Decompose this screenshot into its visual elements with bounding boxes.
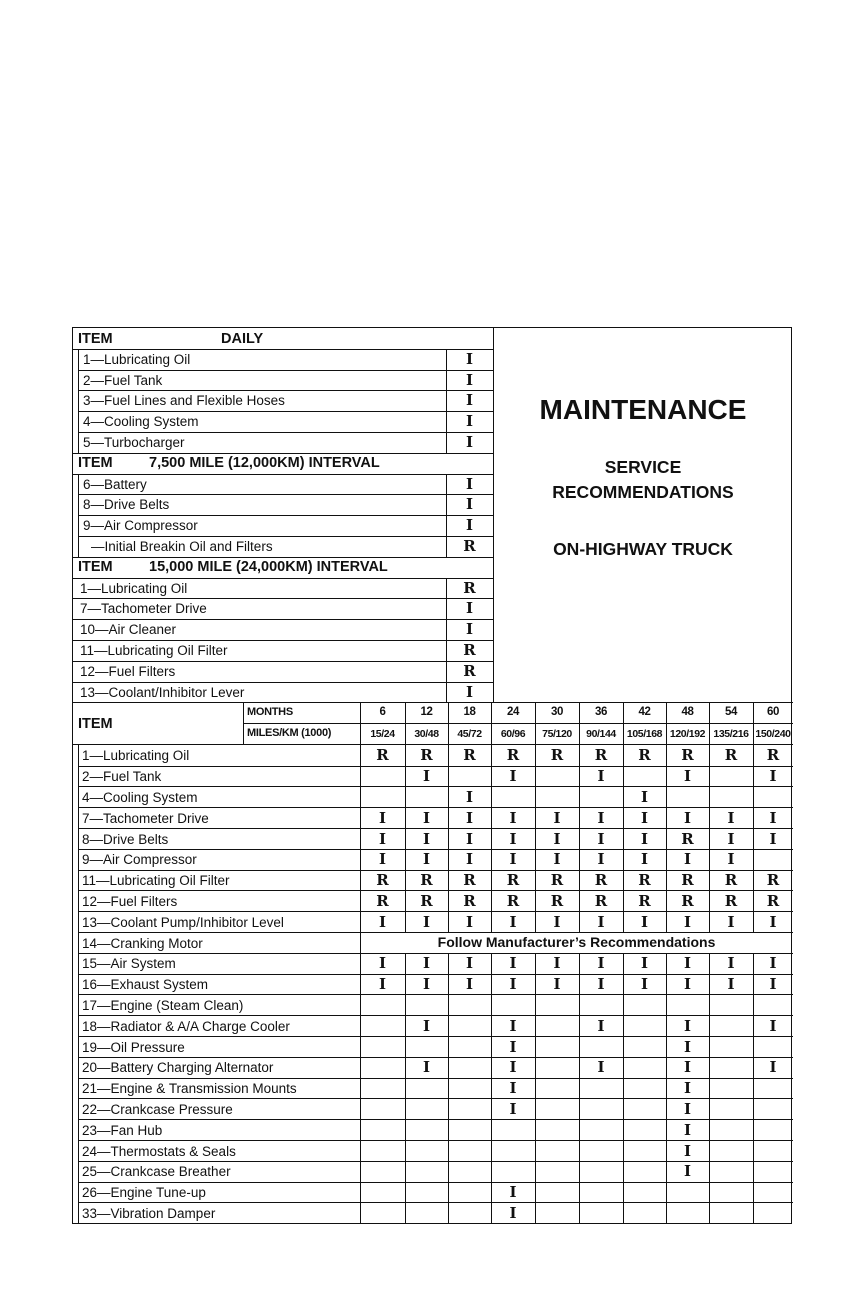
column-divider xyxy=(666,702,667,744)
schedule-mark: I xyxy=(378,954,387,973)
schedule-mark: I xyxy=(509,808,517,827)
schedule-mark: I xyxy=(640,954,649,973)
schedule-mark: R xyxy=(724,891,738,910)
title-recommendations: RECOMMENDATIONS xyxy=(552,482,734,502)
column-divider xyxy=(448,702,449,744)
schedule-mark: R xyxy=(420,891,433,910)
schedule-mark: R xyxy=(594,871,608,890)
schedule-row-label: 4—Cooling System xyxy=(82,789,198,805)
schedule-row-label: 8—Drive Belts xyxy=(82,831,169,847)
section-header: 15,000 MILE (24,000KM) INTERVAL xyxy=(149,559,388,576)
schedule-row-label: 24—Thermostats & Seals xyxy=(82,1143,236,1159)
months-value: 6 xyxy=(379,706,386,719)
schedule-mark: I xyxy=(727,808,735,827)
months-value: 12 xyxy=(420,706,433,719)
column-divider xyxy=(753,953,754,1223)
schedule-mark: I xyxy=(509,975,517,994)
schedule-mark: R xyxy=(638,891,651,910)
schedule-mark: I xyxy=(640,975,649,994)
schedule-mark: I xyxy=(683,1099,692,1118)
months-value: 24 xyxy=(507,706,519,719)
schedule-mark: R xyxy=(766,871,780,890)
schedule-mark: I xyxy=(597,767,605,786)
schedule-mark: R xyxy=(420,746,433,765)
schedule-mark: I xyxy=(683,1058,692,1077)
months-value: 48 xyxy=(681,706,694,719)
schedule-mark: I xyxy=(509,1183,517,1202)
column-divider xyxy=(535,953,536,1223)
schedule-row-label: 26—Engine Tune-up xyxy=(82,1185,206,1201)
schedule-mark: I xyxy=(640,808,649,827)
schedule-mark: I xyxy=(683,850,692,869)
row-label: 3—Fuel Lines and Flexible Hoses xyxy=(83,393,285,409)
schedule-mark: I xyxy=(465,829,474,848)
schedule-mark: I xyxy=(465,975,474,994)
schedule-mark: I xyxy=(683,767,692,786)
schedule-mark: R xyxy=(463,891,476,910)
row-mark: R xyxy=(463,578,476,597)
schedule-row-label: 14—Cranking Motor xyxy=(82,935,203,951)
schedule-mark: I xyxy=(769,975,777,994)
row-mark: I xyxy=(465,370,474,389)
schedule-mark: I xyxy=(422,767,431,786)
section-header: 7,500 MILE (12,000KM) INTERVAL xyxy=(149,455,380,472)
schedule-mark: I xyxy=(553,954,561,973)
schedule-mark: I xyxy=(553,808,561,827)
schedule-row-label: 13—Coolant Pump/Inhibitor Level xyxy=(82,914,284,930)
row-mark: I xyxy=(465,599,474,618)
row-mark: I xyxy=(465,620,474,639)
schedule-mark: I xyxy=(422,829,431,848)
months-label: MONTHS xyxy=(247,706,293,719)
column-divider xyxy=(579,702,580,744)
row-label: 6—Battery xyxy=(83,476,147,492)
schedule-mark: I xyxy=(422,954,431,973)
schedule-mark: I xyxy=(769,912,777,931)
column-divider xyxy=(405,953,406,1223)
section-item-label: ITEM xyxy=(78,330,113,347)
schedule-mark: R xyxy=(724,746,738,765)
miles-value: 135/216 xyxy=(713,728,749,741)
miles-value: 75/120 xyxy=(542,728,572,741)
schedule-mark: R xyxy=(638,746,651,765)
column-divider xyxy=(491,744,492,932)
months-value: 30 xyxy=(551,706,563,719)
schedule-mark: I xyxy=(378,829,387,848)
schedule-mark: R xyxy=(681,871,694,890)
schedule-mark: I xyxy=(727,850,735,869)
schedule-mark: I xyxy=(597,829,605,848)
follow-recommendations: Follow Manufacturer’s Recommendations xyxy=(437,934,716,950)
schedule-row-label: 11—Lubricating Oil Filter xyxy=(82,873,230,889)
row-label: 2—Fuel Tank xyxy=(83,372,163,388)
schedule-mark: I xyxy=(509,767,517,786)
schedule-row-label: 15—Air System xyxy=(82,956,176,972)
schedule-mark: R xyxy=(463,871,476,890)
schedule-row-label: 18—Radiator & A/A Charge Cooler xyxy=(82,1018,290,1034)
column-divider xyxy=(243,702,244,744)
schedule-mark: I xyxy=(640,787,649,806)
schedule-mark: I xyxy=(683,954,692,973)
schedule-mark: I xyxy=(509,1079,517,1098)
column-divider xyxy=(709,744,710,932)
row-mark: R xyxy=(463,661,476,680)
miles-value: 30/48 xyxy=(414,728,439,741)
schedule-mark: R xyxy=(420,871,433,890)
schedule-mark: I xyxy=(683,1016,692,1035)
column-divider xyxy=(709,702,710,744)
row-mark: R xyxy=(463,641,476,659)
row-label: 9—Air Compressor xyxy=(83,518,198,534)
title-truck: ON-HIGHWAY TRUCK xyxy=(553,539,733,559)
schedule-mark: I xyxy=(597,1058,605,1077)
schedule-mark: I xyxy=(597,954,605,973)
column-divider xyxy=(623,702,624,744)
schedule-mark: I xyxy=(509,1058,517,1077)
miles-value: 90/144 xyxy=(586,728,616,741)
schedule-mark: I xyxy=(727,829,735,848)
schedule-mark: I xyxy=(640,829,649,848)
miles-value: 105/168 xyxy=(626,728,663,741)
schedule-mark: R xyxy=(638,871,651,890)
months-value: 36 xyxy=(595,706,607,719)
schedule-mark: I xyxy=(378,850,387,869)
schedule-mark: R xyxy=(550,871,564,890)
schedule-mark: I xyxy=(769,829,777,848)
column-divider xyxy=(405,744,406,932)
schedule-row-label: 20—Battery Charging Alternator xyxy=(82,1060,274,1076)
schedule-mark: I xyxy=(422,850,431,869)
schedule-row-label: 7—Tachometer Drive xyxy=(82,810,209,826)
row-mark: I xyxy=(465,391,474,410)
column-divider xyxy=(446,578,447,703)
schedule-row-label: 9—Air Compressor xyxy=(82,852,197,868)
schedule-mark: I xyxy=(597,850,605,869)
row-label: 5—Turbocharger xyxy=(83,435,185,450)
schedule-mark: I xyxy=(509,1099,517,1118)
schedule-mark: I xyxy=(422,975,431,994)
schedule-mark: I xyxy=(553,912,561,931)
column-divider xyxy=(405,702,406,744)
row-label: 1—Lubricating Oil xyxy=(83,351,191,367)
miles-value: 120/192 xyxy=(669,728,706,741)
miles-value: 45/72 xyxy=(457,728,482,741)
column-divider xyxy=(579,744,580,932)
row-mark: I xyxy=(465,412,474,431)
section-header: DAILY xyxy=(221,330,264,347)
schedule-row-label: 21—Engine & Transmission Mounts xyxy=(82,1081,297,1097)
schedule-mark: I xyxy=(378,912,387,931)
schedule-mark: I xyxy=(465,850,474,869)
row-label: 1—Lubricating Oil xyxy=(80,580,188,596)
row-mark: I xyxy=(465,682,474,701)
schedule-mark: I xyxy=(640,912,649,931)
schedule-row-label: 19—Oil Pressure xyxy=(82,1039,185,1055)
schedule-mark: I xyxy=(465,954,474,973)
schedule-mark: I xyxy=(683,1037,692,1056)
schedule-mark: I xyxy=(597,975,605,994)
maintenance-sheet xyxy=(72,327,792,1224)
schedule-mark: R xyxy=(681,746,694,765)
row-label: 8—Drive Belts xyxy=(83,497,170,513)
schedule-mark: I xyxy=(769,954,777,973)
row-divider xyxy=(243,723,793,724)
schedule-mark: I xyxy=(727,975,735,994)
schedule-mark: I xyxy=(422,912,431,931)
schedule-mark: I xyxy=(769,1058,777,1077)
column-divider xyxy=(623,744,624,932)
schedule-mark: I xyxy=(465,912,474,931)
schedule-mark: R xyxy=(594,891,608,910)
schedule-mark: R xyxy=(550,746,564,765)
schedule-mark: I xyxy=(422,1016,431,1035)
schedule-mark: I xyxy=(465,787,474,806)
schedule-mark: I xyxy=(422,1058,431,1077)
title-main: MAINTENANCE xyxy=(539,394,747,425)
title-service: SERVICE xyxy=(604,457,682,477)
schedule-mark: I xyxy=(509,912,517,931)
schedule-mark: I xyxy=(683,1141,692,1160)
schedule-row-label: 23—Fan Hub xyxy=(82,1122,163,1138)
months-value: 60 xyxy=(767,706,779,719)
row-label: 12—Fuel Filters xyxy=(80,663,176,679)
schedule-mark: I xyxy=(769,808,777,827)
column-divider xyxy=(579,953,580,1223)
row-mark: I xyxy=(465,516,474,535)
schedule-row-label: 2—Fuel Tank xyxy=(82,769,162,785)
row-label: 7—Tachometer Drive xyxy=(80,601,207,617)
schedule-mark: I xyxy=(597,808,605,827)
row-label: 10—Air Cleaner xyxy=(80,622,177,638)
column-divider xyxy=(535,744,536,932)
section-item-label: ITEM xyxy=(78,559,113,576)
schedule-mark: R xyxy=(506,871,520,890)
column-divider xyxy=(446,349,447,453)
schedule-mark: I xyxy=(509,1203,517,1222)
schedule-mark: I xyxy=(769,767,777,786)
schedule-mark: R xyxy=(681,829,694,848)
miles-label: MILES/KM (1000) xyxy=(247,727,332,740)
schedule-mark: R xyxy=(594,746,608,765)
schedule-mark: I xyxy=(640,850,649,869)
schedule-mark: I xyxy=(597,912,605,931)
months-value: 18 xyxy=(463,706,476,719)
column-divider xyxy=(493,328,494,702)
schedule-row-label: 16—Exhaust System xyxy=(82,977,209,993)
schedule-mark: R xyxy=(766,891,780,910)
schedule-mark: R xyxy=(376,746,389,765)
column-divider xyxy=(491,702,492,744)
schedule-mark: I xyxy=(769,1016,777,1035)
schedule-mark: I xyxy=(683,808,692,827)
schedule-item-label: ITEM xyxy=(78,715,113,732)
row-mark: R xyxy=(463,537,476,555)
schedule-mark: I xyxy=(553,829,561,848)
miles-value: 150/240 xyxy=(755,728,791,741)
schedule-mark: I xyxy=(727,912,735,931)
schedule-mark: I xyxy=(378,808,387,827)
months-value: 54 xyxy=(725,706,737,719)
schedule-row-label: 22—Crankcase Pressure xyxy=(82,1101,233,1117)
schedule-mark: I xyxy=(727,954,735,973)
column-divider xyxy=(753,702,754,744)
schedule-row-label: 12—Fuel Filters xyxy=(82,893,178,909)
schedule-mark: R xyxy=(766,746,780,765)
schedule-mark: R xyxy=(506,746,520,765)
schedule-mark: I xyxy=(597,1016,605,1035)
schedule-mark: R xyxy=(724,871,738,890)
row-label: 11—Lubricating Oil Filter xyxy=(80,643,228,658)
column-divider xyxy=(753,744,754,932)
schedule-mark: I xyxy=(509,954,517,973)
column-divider xyxy=(666,744,667,932)
row-mark: I xyxy=(465,474,474,493)
schedule-mark: I xyxy=(509,1016,517,1035)
schedule-mark: I xyxy=(509,1037,517,1056)
schedule-row-label: 33—Vibration Damper xyxy=(82,1205,216,1221)
schedule-mark: I xyxy=(378,975,387,994)
schedule-row-label: 25—Crankcase Breather xyxy=(82,1164,231,1180)
schedule-mark: I xyxy=(553,975,561,994)
schedule-mark: R xyxy=(376,871,389,890)
schedule-mark: R xyxy=(463,746,476,765)
schedule-mark: R xyxy=(550,891,564,910)
schedule-mark: I xyxy=(422,808,431,827)
schedule-row-label: 1—Lubricating Oil xyxy=(82,748,190,764)
miles-value: 60/96 xyxy=(500,728,526,741)
column-divider xyxy=(491,953,492,1223)
months-value: 42 xyxy=(638,706,651,719)
column-divider xyxy=(446,474,447,557)
row-mark: I xyxy=(465,349,474,368)
section-item-label: ITEM xyxy=(78,455,113,472)
row-label: 13—Coolant/Inhibitor Lever xyxy=(80,684,245,700)
column-divider xyxy=(709,953,710,1223)
schedule-mark: I xyxy=(683,975,692,994)
schedule-mark: I xyxy=(509,850,517,869)
row-mark: I xyxy=(465,433,474,451)
schedule-mark: R xyxy=(506,891,520,910)
schedule-mark: I xyxy=(683,1079,692,1098)
schedule-mark: R xyxy=(681,891,694,910)
column-divider xyxy=(535,702,536,744)
column-divider xyxy=(623,953,624,1223)
column-divider xyxy=(78,474,79,557)
schedule-mark: I xyxy=(465,808,474,827)
column-divider xyxy=(448,953,449,1223)
column-divider xyxy=(448,744,449,932)
row-mark: I xyxy=(465,495,474,514)
schedule-mark: I xyxy=(683,1162,692,1181)
row-label: —Initial Breakin Oil and Filters xyxy=(91,539,273,554)
column-divider xyxy=(666,953,667,1223)
column-divider xyxy=(360,702,361,1223)
row-label: 4—Cooling System xyxy=(83,414,199,430)
column-divider xyxy=(78,349,79,453)
schedule-mark: I xyxy=(553,850,561,869)
column-divider xyxy=(78,744,79,1223)
miles-value: 15/24 xyxy=(370,728,395,741)
schedule-mark: I xyxy=(509,829,517,848)
schedule-mark: I xyxy=(683,912,692,931)
schedule-row-label: 17—Engine (Steam Clean) xyxy=(82,997,244,1013)
schedule-mark: R xyxy=(376,891,389,910)
schedule-mark: I xyxy=(683,1120,692,1139)
